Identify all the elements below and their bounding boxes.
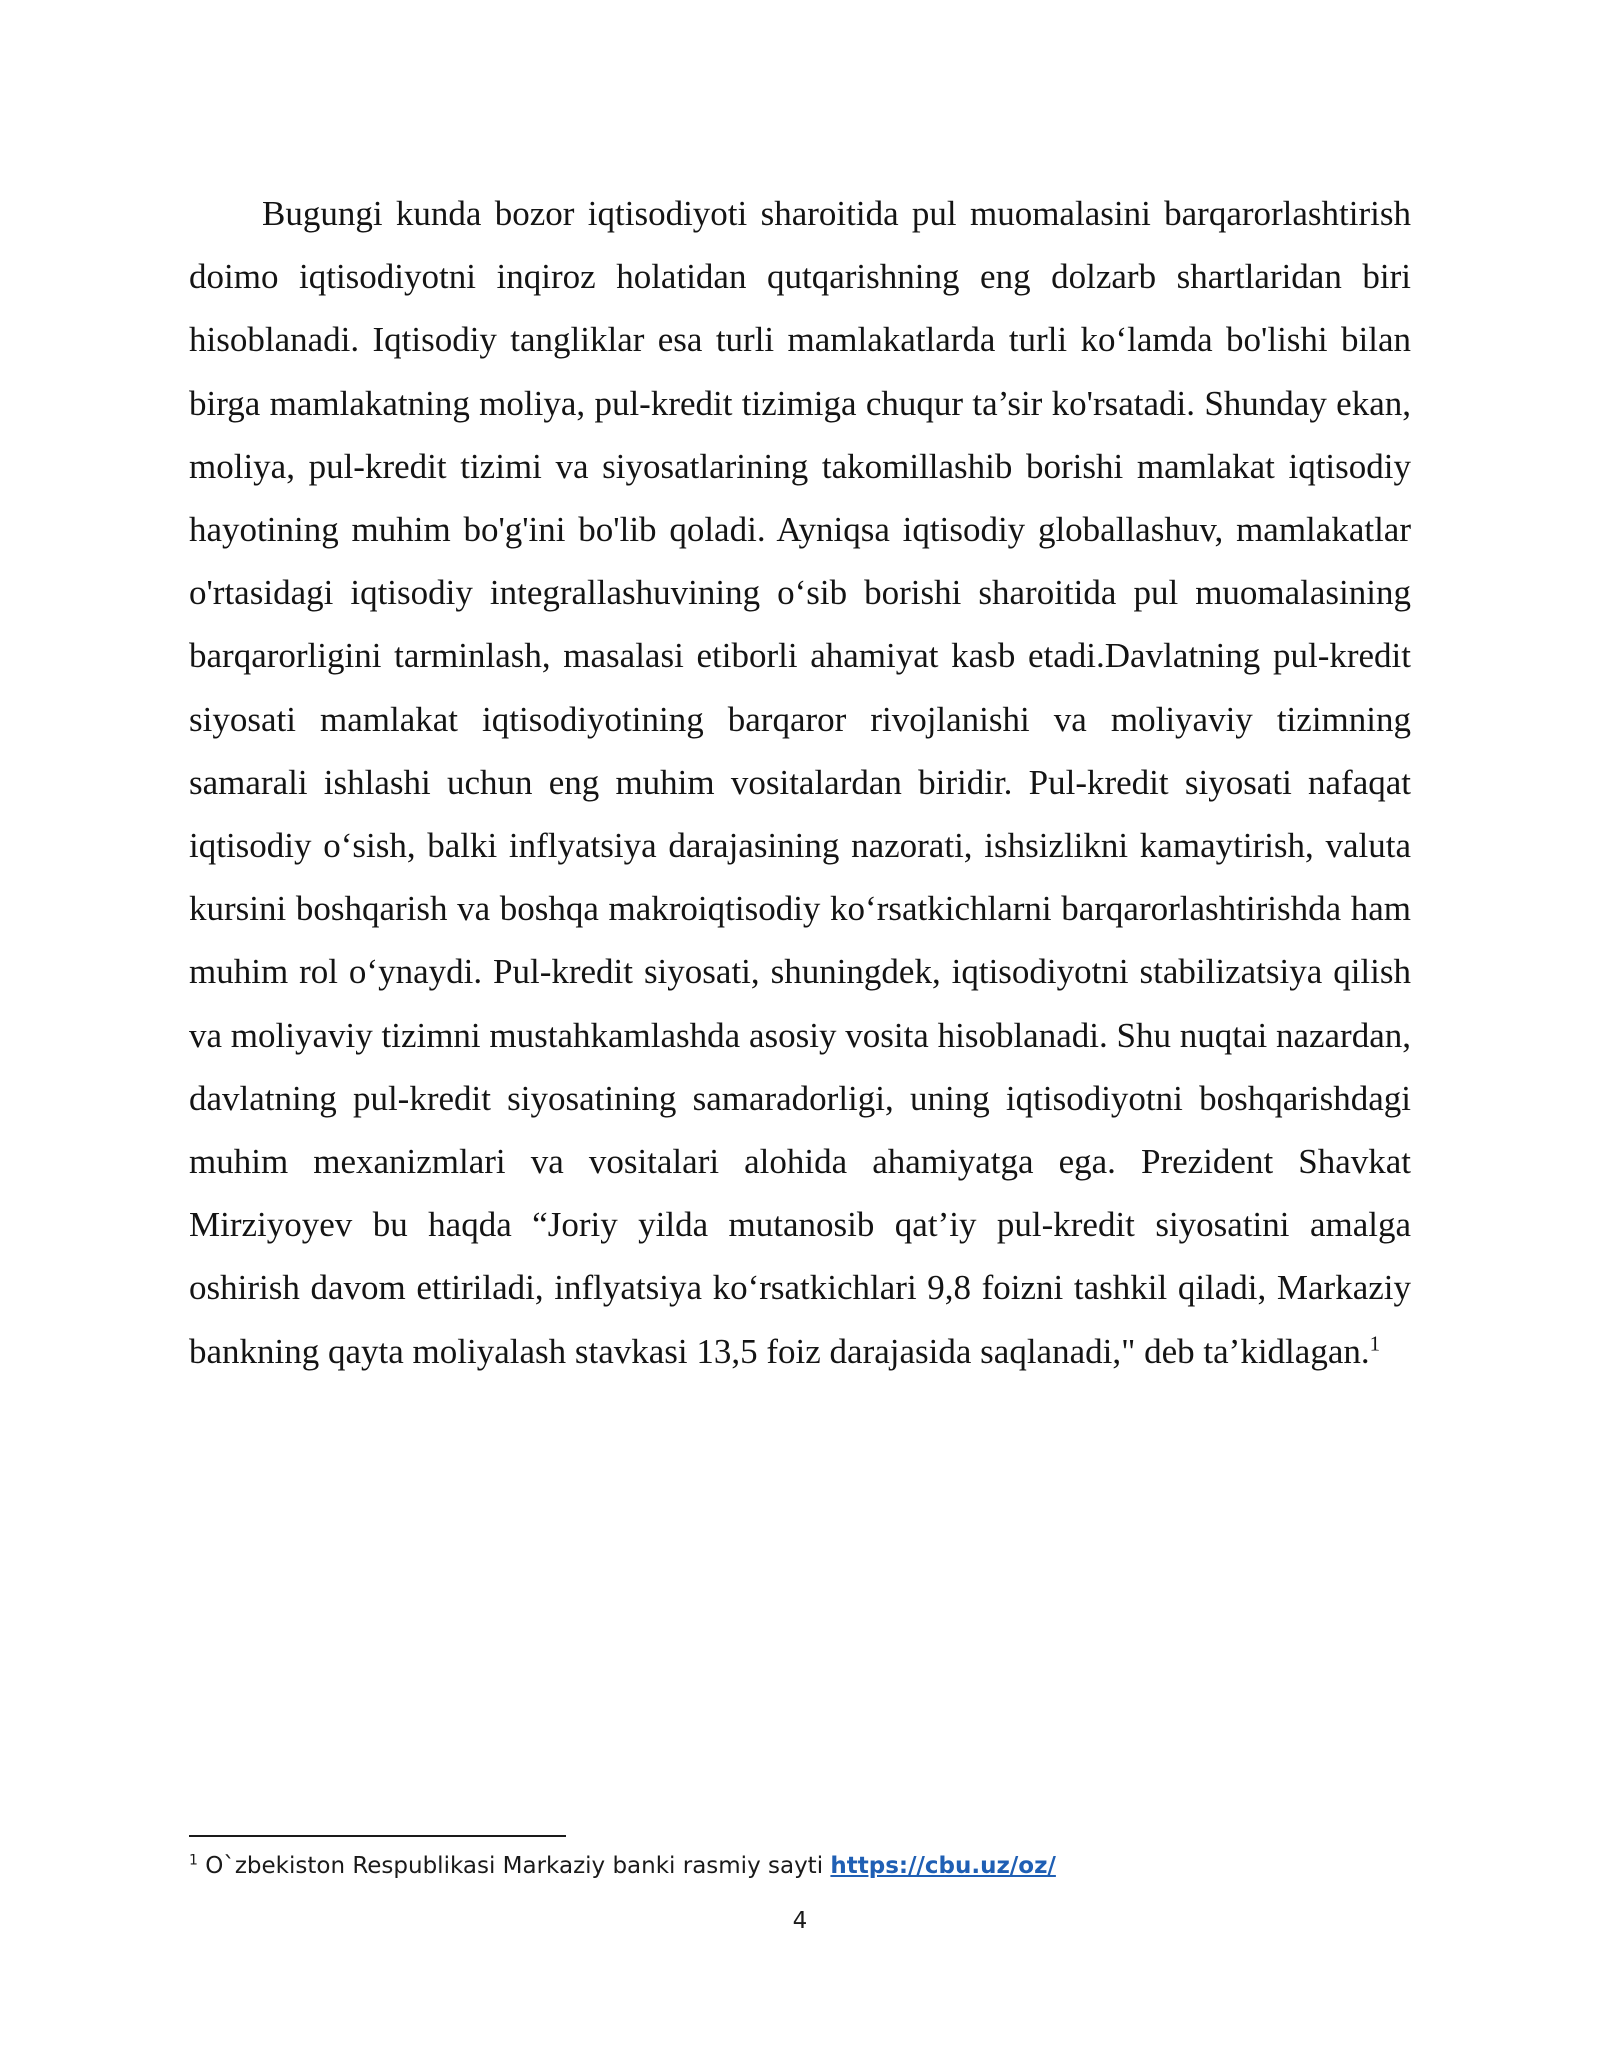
paragraph-text: Bugungi kunda bozor iqtisodiyoti sharoitida pul muomalasini barqarorlashtirish doimo iqtisodiyotni inqiroz holatidan qutqarishning eng dolzarb shartlaridan biri hisoblanadi. Iqtisodiy tangliklar esa turli mamlakatlarda turli ko‘lamda bo'lishi bilan birga mamlakatning moliya, pul-kredit tizimiga chuqur ta’sir ko'rsatadi. Shunday ekan, moliya, pul-kredit tizimi va siyosatlarining takomillashib borishi mamlakat iqtisodiy hayotining muhim bo'g'ini bo'lib qoladi. Ayniqsa iqtisodiy globallashuv, mamlakatlar o'rtasidagi iqtisodiy integrallashuvining o‘sib borishi sharoitida pul muomalasining barqarorligini tarminlash, masalasi etiborli ahamiyat kasb etadi.Davlatning pul-kredit siyosati mamlakat iqtisodiyotining barqaror rivojlanishi va moliyaviy tizimning samarali ishlashi uchun eng muhim vositalardan biridir. Pul-kredit siyosati nafaqat iqtisodiy o‘sish, balki inflyatsiya darajasining nazorati, ishsizlikni kamaytirish, valuta kursini boshqarish va boshqa makroiqtisodiy ko‘rsatkichlarni barqarorlashtirishda ham muhim rol o‘ynaydi. Pul-kredit siyosati, shuningdek, iqtisodiyotni stabilizatsiya qilish va moliyaviy tizimni mustahkamlashda asosiy vosita hisoblanadi. Shu nuqtai nazardan, davlatning pul-kredit siyosatining samaradorligi, uning iqtisodiyotni boshqarishdagi muhim mexanizmlari va vositalari alohida ahamiyatga ega. Prezident Shavkat Mirziyoyev bu haqda “Joriy yilda mutanosib qat’iy pul-kredit siyosatini amalga oshirish davom ettiriladi, inflyatsiya ko‘rsatkichlari 9,8 foizni tashkil qiladi, Markaziy bankning qayta moliyalash stavkasi 13,5 foiz darajasida saqlanadi," deb ta’kidlagan. <box>189 194 1411 1371</box>
footnote <box>189 1850 1411 1882</box>
page-number: 4 <box>792 1908 808 1934</box>
footnote-number: 1 <box>189 1852 198 1869</box>
footnote-link[interactable]: https://cbu.uz/oz/ <box>830 1853 1056 1879</box>
footnote-reference[interactable]: 1 <box>1369 1331 1381 1355</box>
footnote-text: O`zbekiston Respublikasi Markaziy banki rasmiy sayti <box>197 1853 831 1879</box>
footnote-separator <box>189 1835 566 1837</box>
body-paragraph <box>189 182 1411 1383</box>
